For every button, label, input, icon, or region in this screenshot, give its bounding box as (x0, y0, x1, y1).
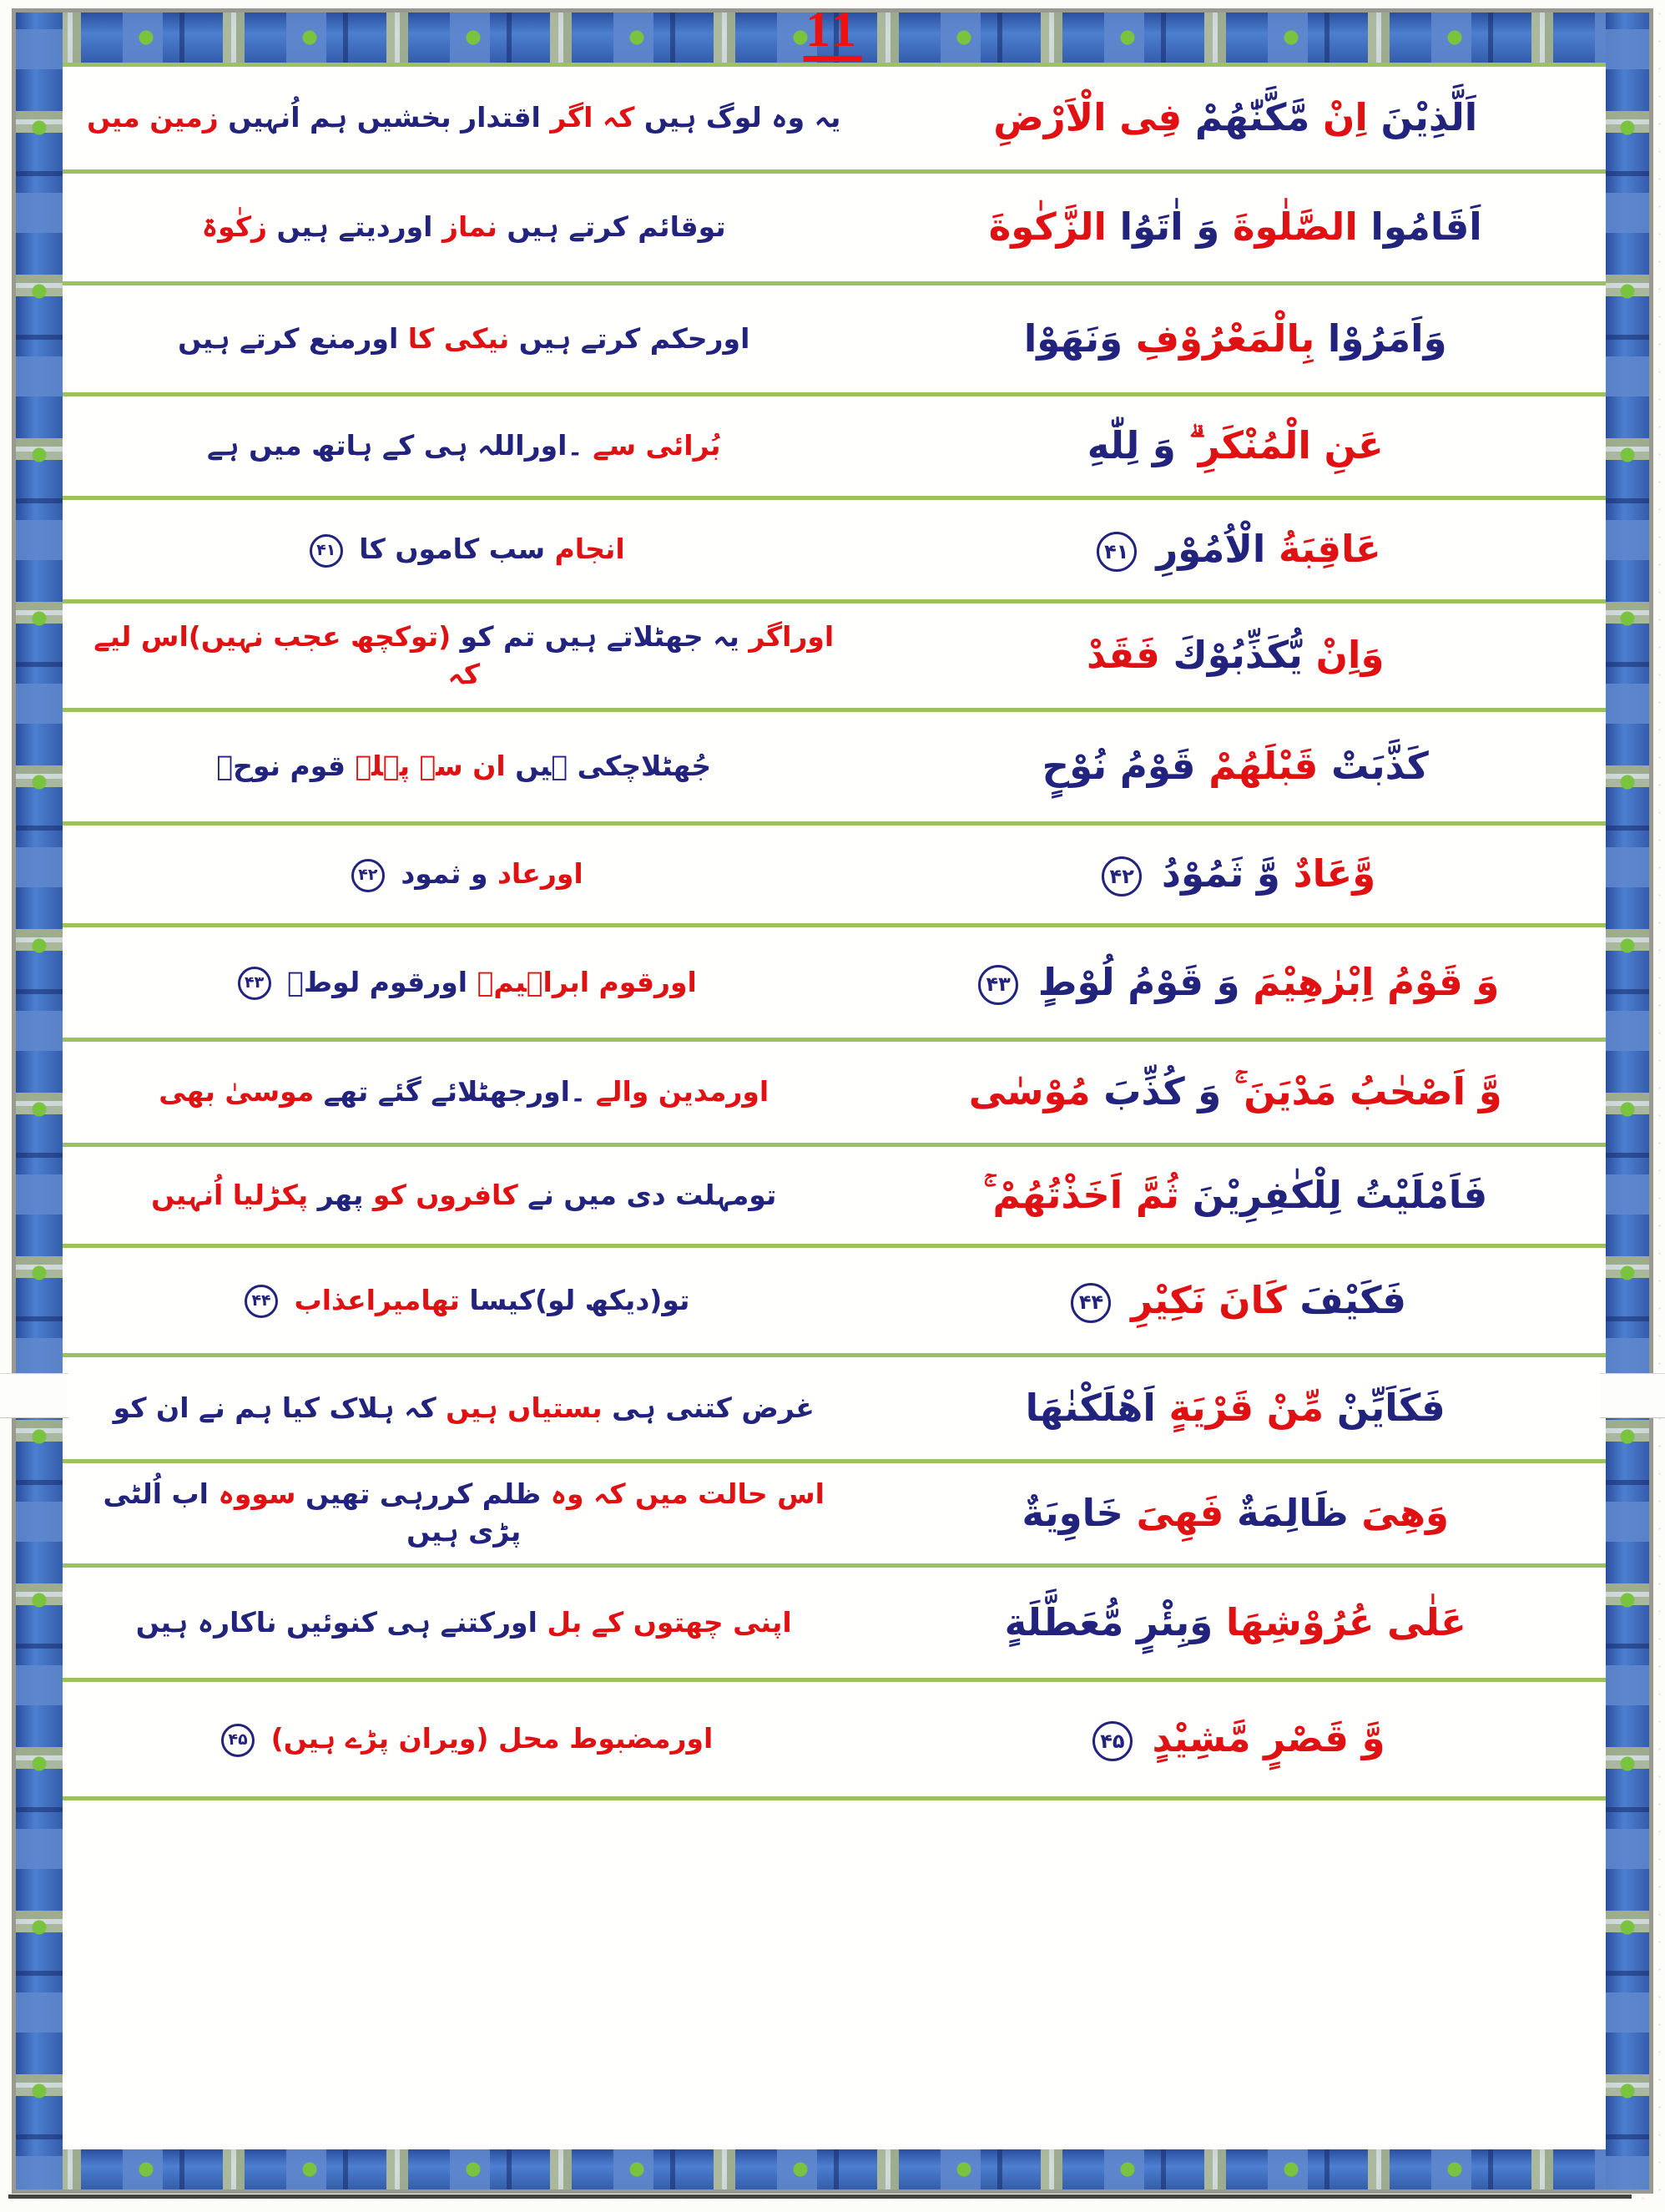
verse-row (63, 1357, 1606, 1463)
text-segment: بِالْمَعْرُوْفِ (1135, 316, 1315, 361)
text-segment: الصَّلٰوةَ (1232, 205, 1358, 250)
text-segment: کہ اگر (550, 101, 635, 134)
urdu-translation-cell (63, 531, 865, 568)
text-segment: وَّ قَصْرٍ مَّشِيْدٍ (1152, 1716, 1385, 1761)
text-segment: اَلَّذِيْنَ (1380, 95, 1478, 140)
text-segment: فَقَدْ (1087, 633, 1160, 678)
text-segment: وَّ اَصْحٰبُ مَدْيَنَ ۚ (1234, 1069, 1502, 1114)
arabic-verse-cell (865, 1275, 1606, 1326)
text-segment: اورحکم کرتے ہیں (518, 321, 750, 355)
page-number: 11 (803, 3, 862, 62)
urdu-translation-cell (63, 1282, 865, 1320)
verse-marker: ۴۲ (1102, 856, 1142, 896)
text-segment: فَكَاَيِّنْ (1336, 1385, 1446, 1430)
urdu-translation-cell (63, 1390, 865, 1427)
text-segment: ان سے پہلے (355, 750, 506, 783)
urdu-translation-cell (63, 1476, 865, 1550)
text-segment: يُّكَذِّبُوْكَ (1173, 633, 1303, 678)
text-segment: ۔اوراللہ ہی کے ہاتھ میں ہے (206, 429, 583, 462)
arabic-verse-cell (865, 421, 1606, 472)
border-right-ornament (1606, 13, 1649, 2189)
verse-row (63, 1568, 1606, 1682)
text-segment: عَاقِبَةُ (1278, 527, 1381, 572)
text-segment: ظلم کررہی تھیں (305, 1477, 542, 1511)
text-segment: قَوْمُ نُوْحٍ (1042, 744, 1196, 789)
text-segment: اَهْلَكْنٰهَا (1025, 1385, 1156, 1430)
text-segment: كَانَ نَكِيْرِ (1131, 1277, 1287, 1322)
text-segment: یہ وہ لوگ ہیں (643, 101, 841, 134)
text-segment: وَاِنْ (1315, 633, 1385, 678)
text-segment: و ثمود (401, 857, 488, 891)
text-segment: اقتدار بخشیں ہم اُنہیں (228, 101, 541, 134)
text-segment: (توکچھ عجب نہیں)اس لیے کہ (93, 619, 480, 690)
text-segment: فَكَيْفَ (1299, 1277, 1406, 1322)
text-segment: قَبْلَهُمْ (1208, 744, 1319, 789)
arabic-verse-cell (865, 1067, 1606, 1118)
text-segment: خَاوِيَةٌ (1022, 1490, 1123, 1535)
verse-row (63, 1042, 1606, 1147)
text-segment: اورمدین والے (595, 1075, 769, 1109)
text-segment: اورقوم لوطؑ (287, 965, 468, 998)
text-segment: فَاَمْلَيْتُ (1355, 1172, 1488, 1217)
verse-marker: ۴۵ (1092, 1721, 1133, 1761)
text-segment: بستیاں ہیں (446, 1391, 603, 1424)
verse-row (63, 500, 1606, 604)
decorative-border-frame (12, 8, 1653, 2194)
text-segment: بُرائی سے (593, 429, 721, 462)
verse-row (63, 1147, 1606, 1248)
verse-row (63, 396, 1606, 500)
text-segment: عَنِ الْمُنْكَرِ ۗ (1188, 423, 1384, 468)
urdu-translation-cell (63, 964, 865, 1002)
text-segment: وَّ ثَمُوْدُ (1161, 851, 1280, 896)
verse-row (63, 1463, 1606, 1568)
text-segment: وَبِئْرٍ مُّعَطَّلَةٍ (1004, 1599, 1213, 1644)
arabic-verse-cell (865, 1714, 1606, 1765)
text-segment: یہ جھٹلاتے ہیں تم کو (460, 619, 739, 653)
verse-marker: ۴۲ (351, 859, 385, 892)
verse-row (63, 174, 1606, 285)
text-segment: وَّعَادٌ (1293, 851, 1376, 896)
arabic-verse-cell (865, 849, 1606, 900)
text-segment: کہ ہلاک کیا ہم نے ان کو (113, 1391, 436, 1424)
verse-row (63, 927, 1606, 1042)
arabic-verse-cell (865, 1598, 1606, 1649)
verse-marker: ۴۴ (1071, 1283, 1111, 1323)
border-bottom-ornament (16, 2149, 1649, 2189)
text-segment: تومہلت دی میں نے (527, 1178, 777, 1211)
text-segment: قوم نوحؑ (216, 750, 346, 783)
text-segment: نیکی کا (407, 321, 510, 355)
text-segment: ۔اورجھٹلائے گئے تھے (323, 1075, 587, 1109)
text-segment: سب کاموں کا (359, 533, 546, 566)
arabic-verse-cell (865, 1383, 1606, 1434)
urdu-translation-cell (63, 1720, 865, 1758)
frame-bottom-line (8, 2194, 1632, 2199)
urdu-translation-cell (63, 321, 865, 358)
text-segment: وَهِىَ (1361, 1490, 1449, 1535)
text-segment: جُھٹلاچکی ہیں (515, 750, 712, 783)
verse-marker: ۴۴ (245, 1285, 278, 1318)
urdu-translation-cell (63, 209, 865, 246)
verse-row (63, 1682, 1606, 1800)
text-segment: عَلٰى عُرُوْشِهَا (1225, 1599, 1466, 1644)
text-segment: اورکتنے ہی کنوئیں ناکارہ ہیں (135, 1605, 537, 1639)
arabic-verse-cell (865, 524, 1606, 575)
text-segment: وَاَمَرُوْا (1327, 316, 1447, 361)
arabic-verse-cell (865, 957, 1606, 1008)
text-segment: اِنْ (1323, 95, 1368, 140)
verse-marker: ۴۱ (310, 534, 343, 568)
scan-seam-left (0, 1373, 68, 1418)
text-segment: اس حالت میں کہ وہ (550, 1477, 825, 1511)
text-segment: وَنَهَوْا (1023, 316, 1123, 361)
text-segment: وَ قَوْمُ لُوْطٍ (1037, 959, 1240, 1004)
text-segment: انجام (554, 533, 625, 566)
text-segment: تو(دیکھ لو)کیسا (469, 1283, 690, 1316)
verse-row (63, 712, 1606, 826)
rows-container (63, 63, 1606, 1800)
text-segment: اوردیتے ہیں (276, 210, 433, 244)
arabic-verse-cell (865, 202, 1606, 253)
text-segment: اَقَامُوا (1370, 205, 1482, 250)
text-segment: تھامیراعذاب (294, 1283, 460, 1316)
text-segment: کافروں کو (372, 1178, 518, 1211)
text-segment: توقائم کرتے ہیں (507, 210, 726, 244)
text-segment: وَ قَوْمُ اِبْرٰهِيْمَ (1253, 959, 1500, 1004)
urdu-translation-cell (63, 99, 865, 137)
urdu-translation-cell (63, 1073, 865, 1111)
arabic-verse-cell (865, 1488, 1606, 1539)
text-segment: نماز (441, 210, 497, 244)
text-segment: زکٰوۃ (201, 210, 268, 244)
text-segment: پھر (317, 1178, 364, 1211)
scan-seam-right (1600, 1373, 1665, 1418)
arabic-verse-cell (865, 314, 1606, 365)
text-segment: اورمضبوط محل (ویران پڑے ہیں) (270, 1722, 714, 1755)
verse-row (63, 604, 1606, 712)
verse-marker: ۴۳ (238, 967, 271, 1000)
text-segment: وَ كُذِّبَ (1103, 1069, 1222, 1114)
urdu-translation-cell (63, 1604, 865, 1642)
arabic-verse-cell (865, 1170, 1606, 1221)
text-segment: لِلْكٰفِرِيْنَ (1192, 1172, 1342, 1217)
verse-marker: ۴۵ (221, 1724, 255, 1757)
urdu-translation-cell (63, 619, 865, 693)
verse-row (63, 67, 1606, 174)
text-segment: غرض کتنی ہی (612, 1391, 815, 1424)
text-segment: پکڑلیا اُنہیں (151, 1178, 309, 1211)
urdu-translation-cell (63, 427, 865, 465)
text-segment: اوراگر (749, 619, 835, 653)
text-segment: اب اُلٹی پڑی ہیں (103, 1477, 522, 1548)
verse-row (63, 285, 1606, 396)
text-segment: وَ لِلّٰهِ (1087, 423, 1176, 468)
content-area (63, 63, 1606, 2149)
text-segment: الزَّكٰوةَ (988, 205, 1107, 250)
verse-marker: ۴۳ (978, 965, 1018, 1005)
urdu-translation-cell (63, 1177, 865, 1215)
text-segment: مَّكَّنّٰهُمْ (1194, 95, 1310, 140)
verse-marker: ۴۱ (1097, 532, 1137, 572)
verse-row (63, 1248, 1606, 1357)
arabic-verse-cell (865, 93, 1606, 144)
urdu-translation-cell (63, 856, 865, 893)
arabic-verse-cell (865, 741, 1606, 792)
text-segment: الْاُمُوْرِ (1156, 527, 1266, 572)
text-segment: مِّنْ قَرْيَةٍ (1168, 1385, 1324, 1430)
text-segment: اورعاد (497, 857, 583, 891)
urdu-translation-cell (63, 748, 865, 785)
text-segment: وَ اٰتَوُا (1119, 205, 1220, 250)
text-segment: اورقوم ابراہیمؑ (477, 965, 697, 998)
text-segment: ثُمَّ اَخَذْتُهُمْ ۚ (983, 1172, 1180, 1217)
text-segment: فَهِىَ (1136, 1490, 1224, 1535)
text-segment: فِى الْاَرْضِ (993, 95, 1183, 140)
text-segment: مُوْسٰى (968, 1069, 1091, 1114)
text-segment: ظَالِمَةٌ (1236, 1490, 1349, 1535)
text-segment: كَذَّبَتْ (1331, 744, 1429, 789)
text-segment: موسیٰ بھی (159, 1075, 315, 1109)
verse-row (63, 826, 1606, 927)
arabic-verse-cell (865, 630, 1606, 681)
text-segment: زمین میں (87, 101, 219, 134)
text-segment: اورمنع کرتے ہیں (178, 321, 399, 355)
border-left-ornament (16, 13, 63, 2189)
text-segment: سووہ (218, 1477, 296, 1511)
text-segment: اپنی چھتوں کے بل (547, 1605, 792, 1639)
